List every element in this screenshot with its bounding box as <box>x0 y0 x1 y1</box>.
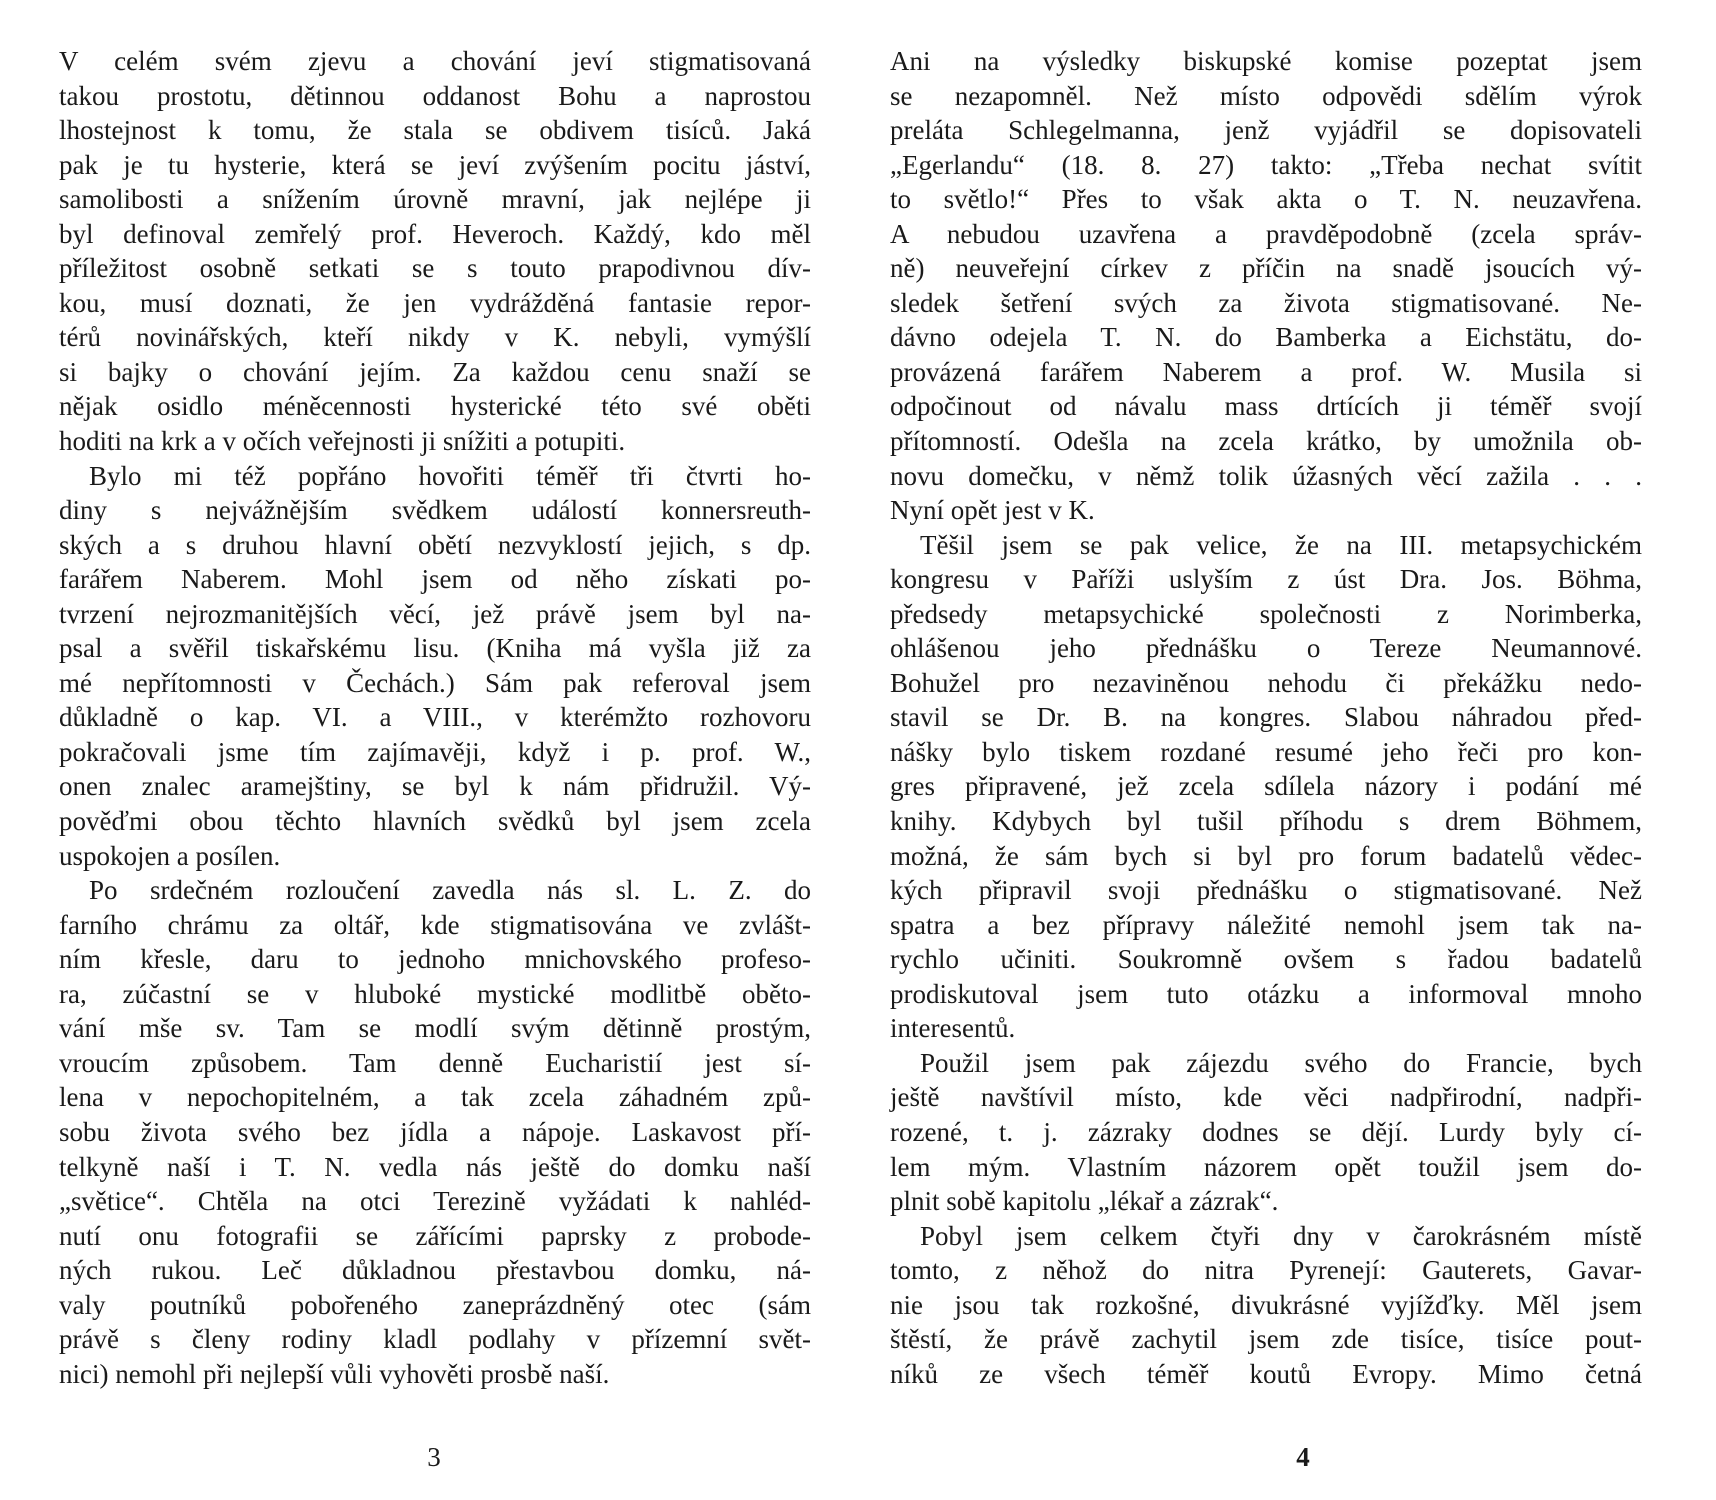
text-line: předsedy metapsychické společnosti z Norimberka, <box>890 598 1642 629</box>
text-line: prodiskutoval jsem tuto otázku a informoval mnoho <box>890 978 1642 1009</box>
text-line: to světlo!“ Přes to však akta o T. N. neuzavřena. <box>890 184 1642 215</box>
text-line: přítomností. Odešla na zcela krátko, by umožnila ob- <box>890 426 1642 457</box>
text-line: ještě navštívil místo, kde věci nadpřirodní, nadpři- <box>890 1082 1642 1113</box>
text-line: ra, zúčastní se v hluboké mystické modlitbě oběto- <box>59 978 811 1009</box>
text-line: lena v nepochopitelném, a tak zcela záhadném způ- <box>59 1082 811 1113</box>
text-line: důkladně o kap. VI. a VIII., v kterémžto rozhovoru <box>59 702 811 733</box>
text-line: tomto, z něhož do nitra Pyrenejí: Gauterets, Gavar- <box>890 1255 1642 1286</box>
text-line: lem mým. Vlastním názorem opět toužil jsem do- <box>890 1151 1642 1182</box>
text-line: gres připravené, jež zcela sdílela názory i podání mé <box>890 771 1642 802</box>
text-line: valy poutníků pobořeného zaneprázdněný otec (sám <box>59 1289 811 1320</box>
text-line: rychlo učiniti. Soukromně ovšem s řadou badatelů <box>890 944 1642 975</box>
text-line: kých připravil svoji přednášku o stigmatisované. Než <box>890 875 1642 906</box>
text-line: právě s členy rodiny kladl podlahy v přízemní svět- <box>59 1324 811 1355</box>
text-line: ně) neuveřejní církev z příčin na snadě jsoucích vý- <box>890 253 1642 284</box>
text-line: mé nepřítomnosti v Čechách.) Sám pak referoval jsem <box>59 667 811 698</box>
text-line: „Egerlandu“ (18. 8. 27) takto: „Třeba nechat svítit <box>890 149 1642 180</box>
right-page <box>858 0 1716 1500</box>
text-line: ohlášenou jeho přednášku o Tereze Neumannové. <box>890 633 1642 664</box>
text-line: nici) nemohl při nejlepší vůli vyhověti prosbě naší. <box>59 1358 610 1389</box>
text-line: preláta Schlegelmanna, jenž vyjádřil se dopisovateli <box>890 115 1642 146</box>
text-line: lhostejnost k tomu, že stala se obdivem tisíců. Jaká <box>59 115 811 146</box>
text-line: tvrzení nejrozmanitějších věcí, jež právě jsem byl na- <box>59 598 811 629</box>
text-line: Těšil jsem se pak velice, že na III. metapsychickém <box>920 529 1642 560</box>
text-line: diny s nejvážnějším svědkem událostí konnersreuth- <box>59 495 811 526</box>
text-line: V celém svém zjevu a chování jeví stigmatisovaná <box>59 46 811 76</box>
text-line: dávno odejela T. N. do Bamberka a Eichstätu, do- <box>890 322 1642 353</box>
text-line: Použil jsem pak zájezdu svého do Francie, bych <box>920 1047 1642 1078</box>
text-line: kongresu v Paříži uslyším z úst Dra. Jos. Böhma, <box>890 564 1642 595</box>
text-line: psal a svěřil tiskařskému lisu. (Kniha má vyšla již za <box>59 633 811 664</box>
text-line: uspokojen a posílen. <box>59 840 281 871</box>
text-line: onen znalec aramejštiny, se byl k nám přidružil. Vý- <box>59 771 811 802</box>
text-line: plnit sobě kapitolu „lékař a zázrak“. <box>890 1186 1279 1217</box>
text-line: byl definoval zemřelý prof. Heveroch. Každý, kdo měl <box>59 218 811 249</box>
text-line: Pobyl jsem celkem čtyři dny v čarokrásném místě <box>920 1220 1642 1251</box>
text-line: telkyně naší i T. N. vedla nás ještě do domku naší <box>59 1151 811 1182</box>
text-line: novu domečku, v němž tolik úžasných věcí zažila . . . <box>890 460 1642 491</box>
text-line: možná, že sám bych si byl pro forum badatelů vědec- <box>890 840 1642 871</box>
text-line: odpočinout od návalu mass drtících ji téměř svojí <box>890 391 1642 422</box>
text-line: pokračovali jsme tím zajímavěji, když i p. prof. W., <box>59 736 811 767</box>
text-line: farního chrámu za oltář, kde stigmatisována ve zvlášt- <box>59 909 811 940</box>
text-line: interesentů. <box>890 1013 1016 1044</box>
text-line: nutí onu fotografii se zářícími paprsky z probode- <box>59 1220 811 1251</box>
text-line: vroucím způsobem. Tam denně Eucharistií jest sí- <box>59 1047 811 1078</box>
text-line: sobu života svého bez jídla a nápoje. Laskavost pří- <box>59 1116 811 1147</box>
text-line: ských a s druhou hlavní obětí nezvyklostí jejich, s dp. <box>59 529 811 560</box>
text-line: Po srdečném rozloučení zavedla nás sl. L. Z. do <box>89 875 811 906</box>
text-line: kou, musí doznati, že jen vydrážděná fantasie repor- <box>59 287 811 318</box>
text-line: hoditi na krk a v očích veřejnosti ji snížiti a potupiti. <box>59 426 626 457</box>
text-line: „světice“. Chtěla na otci Terezině vyžádati k nahléd- <box>59 1186 811 1217</box>
text-line: farářem Naberem. Mohl jsem od něho získati po- <box>59 564 811 595</box>
text-line: nie jsou tak rozkošné, divukrásné vyjížďky. Měl jsem <box>890 1289 1642 1320</box>
text-line: spatra a bez přípravy náležité nemohl jsem tak na- <box>890 909 1642 940</box>
text-line: se nezapomněl. Než místo odpovědi sdělím výrok <box>890 80 1642 111</box>
text-line: pověďmi obou těchto hlavních svědků byl jsem zcela <box>59 806 811 837</box>
text-line: Bylo mi též popřáno hovořiti téměř tři čtvrti ho- <box>89 460 811 491</box>
text-line: stavil se Dr. B. na kongres. Slabou náhradou před- <box>890 702 1642 733</box>
text-line: takou prostotu, dětinnou oddanost Bohu a naprostou <box>59 80 811 111</box>
text-line: térů novinářských, kteří nikdy v K. nebyli, vymýšlí <box>59 322 811 353</box>
text-line: Nyní opět jest v K. <box>890 495 1095 526</box>
left-page-text <box>59 44 811 1391</box>
text-line: provázená farářem Naberem a prof. W. Musila si <box>890 356 1642 387</box>
text-line: rozené, t. j. zázraky dodnes se dějí. Lurdy byly cí- <box>890 1116 1642 1147</box>
text-line: štěstí, že právě zachytil jsem zde tisíce, tisíce pout- <box>890 1324 1642 1355</box>
text-line: pak je tu hysterie, která se jeví zvýšením pocitu jáství, <box>59 149 811 180</box>
text-line: ných rukou. Leč důkladnou přestavbou domku, ná- <box>59 1255 811 1286</box>
right-page-text <box>890 44 1642 1391</box>
text-line: knihy. Kdybych byl tušil příhodu s drem Böhmem, <box>890 806 1642 837</box>
text-line: Bohužel pro nezaviněnou nehodu či překážku nedo- <box>890 667 1642 698</box>
text-line: níků ze všech téměř koutů Evropy. Mimo četná <box>890 1358 1642 1389</box>
left-page-number: 3 <box>427 1442 441 1472</box>
right-page-number: 4 <box>1296 1442 1310 1472</box>
text-line: si bajky o chování jejím. Za každou cenu snaží se <box>59 356 811 387</box>
text-line: příležitost osobně setkati se s touto prapodivnou dív- <box>59 253 811 284</box>
text-line: A nebudou uzavřena a pravděpodobně (zcela správ- <box>890 218 1642 249</box>
text-line: ním křesle, daru to jednoho mnichovského profeso- <box>59 944 811 975</box>
text-line: samolibosti a snížením úrovně mravní, jak nejlépe ji <box>59 184 811 215</box>
text-line: nějak osidlo méněcennosti hysterické této své oběti <box>59 391 811 422</box>
text-line: nášky bylo tiskem rozdané resumé jeho řeči pro kon- <box>890 736 1642 767</box>
text-line: Ani na výsledky biskupské komise pozeptat jsem <box>890 46 1642 76</box>
text-line: sledek šetření svých za života stigmatisované. Ne- <box>890 287 1642 318</box>
text-line: vání mše sv. Tam se modlí svým dětinně prostým, <box>59 1013 811 1044</box>
